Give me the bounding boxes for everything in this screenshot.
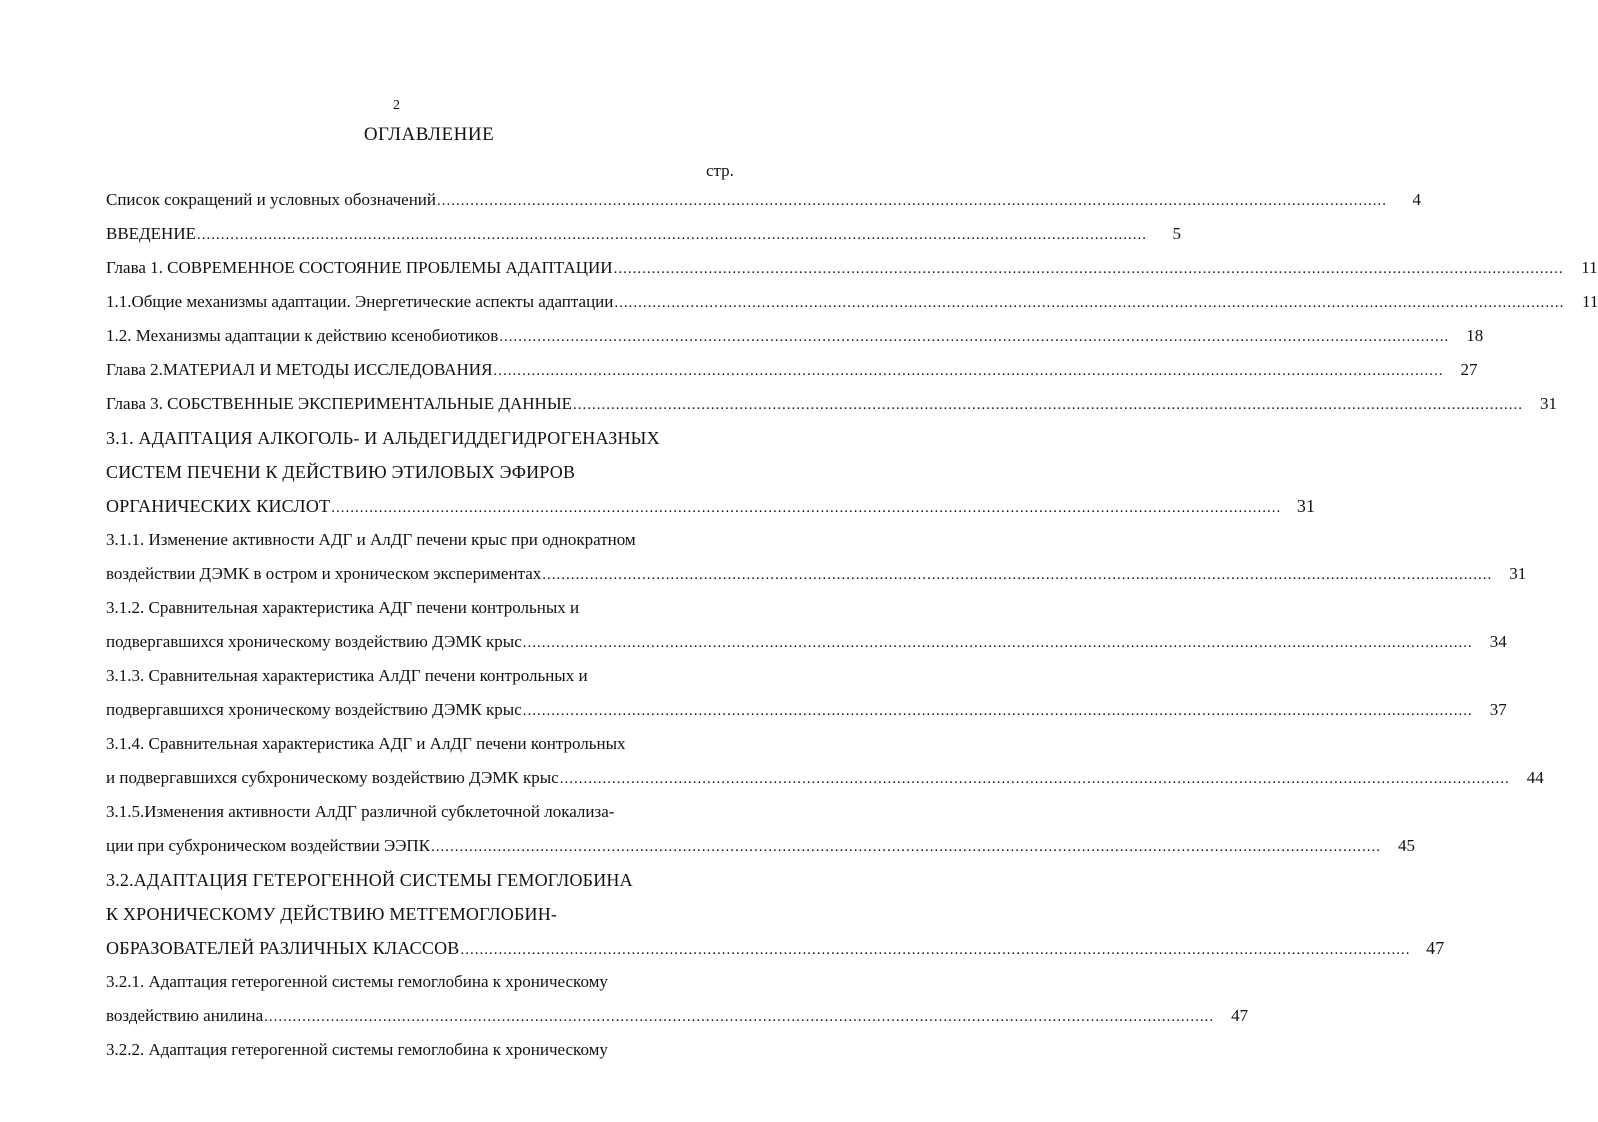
- table-of-contents: [106, 190, 1598, 1074]
- toc-entry-text: Список сокращений и условных обозначений: [106, 190, 437, 209]
- dot-leader: ........................................................................................................................................................................................................: [613, 261, 1564, 277]
- toc-line: [106, 1040, 743, 1074]
- toc-line: [106, 632, 1507, 666]
- toc-line: [106, 428, 743, 462]
- toc-page-number: 37: [1489, 700, 1507, 719]
- dot-leader: ........................................................................................................................................................................................................: [559, 771, 1510, 787]
- dot-leader: ........................................................................................................................................................................................................: [331, 500, 1282, 516]
- page-number: 2: [393, 98, 400, 113]
- dot-leader: ........................................................................................................................................................................................................: [437, 193, 1388, 209]
- toc-page-number: 45: [1398, 836, 1416, 855]
- dot-leader: ........................................................................................................................................................................................................: [493, 363, 1444, 379]
- toc-entry-text: 1.1.Общие механизмы адаптации. Энергетические аспекты адаптации: [106, 292, 614, 311]
- toc-line: [106, 802, 743, 836]
- dot-leader: ........................................................................................................................................................................................................: [614, 295, 1565, 311]
- toc-line: [106, 292, 1598, 326]
- toc-page-number: 18: [1466, 326, 1484, 345]
- page-column-label: стр.: [706, 161, 734, 180]
- toc-line: [106, 734, 743, 768]
- toc-entry-text: подвергавшихся хроническому воздействию ДЭМК крыс: [106, 700, 522, 719]
- toc-entry-text: СИСТЕМ ПЕЧЕНИ К ДЕЙСТВИЮ ЭТИЛОВЫХ ЭФИРОВ: [106, 462, 576, 482]
- dot-leader: ........................................................................................................................................................................................................: [522, 703, 1473, 719]
- toc-entry-text: воздействию анилина: [106, 1006, 264, 1025]
- toc-page-number: 31: [1296, 496, 1316, 516]
- toc-page-number: 11: [1581, 258, 1598, 277]
- dot-leader: ........................................................................................................................................................................................................: [499, 329, 1450, 345]
- toc-page-number: 44: [1526, 768, 1544, 787]
- page-title: ОГЛАВЛЕНИЕ: [363, 124, 495, 145]
- toc-page-number: 34: [1489, 632, 1507, 651]
- toc-line: [106, 190, 1422, 224]
- toc-entry-text: ции при субхроническом воздействии ЭЭПК: [106, 836, 431, 855]
- toc-entry-text: ВВЕДЕНИЕ: [106, 224, 196, 243]
- dot-leader: ........................................................................................................................................................................................................: [264, 1009, 1215, 1025]
- toc-line: [106, 530, 743, 564]
- toc-line: [106, 870, 743, 904]
- toc-line: [106, 1006, 1249, 1040]
- toc-line: [106, 462, 743, 496]
- toc-entry-text: 3.1.3. Сравнительная характеристика АлДГ печени контрольных и: [106, 666, 588, 685]
- toc-entry-text: 1.2. Механизмы адаптации к действию ксенобиотиков: [106, 326, 499, 345]
- toc-entry-text: Глава 3. СОБСТВЕННЫЕ ЭКСПЕРИМЕНТАЛЬНЫЕ ДАННЫЕ: [106, 394, 573, 413]
- toc-line: [106, 224, 1181, 258]
- toc-line: [106, 598, 743, 632]
- toc-page-number: 31: [1540, 394, 1558, 413]
- toc-page-number: 5: [1172, 224, 1181, 243]
- toc-entry-text: ОРГАНИЧЕСКИХ КИСЛОТ: [106, 496, 331, 516]
- toc-line: [106, 836, 1416, 870]
- toc-line: [106, 768, 1544, 802]
- toc-page-number: 31: [1509, 564, 1527, 583]
- toc-entry-text: воздействии ДЭМК в остром и хроническом экспериментах: [106, 564, 542, 583]
- toc-line: [106, 938, 1445, 972]
- toc-entry-text: ОБРАЗОВАТЕЛЕЙ РАЗЛИЧНЫХ КЛАССОВ: [106, 938, 460, 958]
- toc-line: [106, 394, 1558, 428]
- toc-entry-text: 3.1.4. Сравнительная характеристика АДГ и АлДГ печени контрольных: [106, 734, 626, 753]
- toc-line: [106, 564, 1527, 598]
- toc-line: [106, 360, 1478, 394]
- toc-entry-text: 3.1.1. Изменение активности АДГ и АлДГ печени крыс при однократном: [106, 530, 636, 549]
- toc-entry-text: подвергавшихся хроническому воздействию ДЭМК крыс: [106, 632, 522, 651]
- toc-line: [106, 258, 1598, 292]
- toc-entry-text: Глава 1. СОВРЕМЕННОЕ СОСТОЯНИЕ ПРОБЛЕМЫ АДАПТАЦИИ: [106, 258, 613, 277]
- dot-leader: ........................................................................................................................................................................................................: [196, 227, 1147, 243]
- toc-entry-text: Глава 2.МАТЕРИАЛ И МЕТОДЫ ИССЛЕДОВАНИЯ: [106, 360, 493, 379]
- toc-entry-text: 3.1.2. Сравнительная характеристика АДГ печени контрольных и: [106, 598, 580, 617]
- toc-line: [106, 700, 1507, 734]
- toc-entry-text: 3.2.1. Адаптация гетерогенной системы гемоглобина к хроническому: [106, 972, 608, 991]
- toc-entry-text: 3.1.5.Изменения активности АлДГ различной субклеточной локализа-: [106, 802, 615, 821]
- toc-line: [106, 972, 743, 1006]
- dot-leader: ........................................................................................................................................................................................................: [542, 567, 1493, 583]
- toc-entry-text: К ХРОНИЧЕСКОМУ ДЕЙСТВИЮ МЕТГЕМОГЛОБИН-: [106, 904, 558, 924]
- toc-entry-text: 3.2.2. Адаптация гетерогенной системы гемоглобина к хроническому: [106, 1040, 608, 1059]
- toc-line: [106, 666, 743, 700]
- toc-entry-text: и подвергавшихся субхроническому воздействию ДЭМК крыс: [106, 768, 559, 787]
- dot-leader: ........................................................................................................................................................................................................: [431, 839, 1382, 855]
- toc-line: [106, 904, 743, 938]
- toc-page-number: 47: [1231, 1006, 1249, 1025]
- toc-page-number: 47: [1426, 938, 1445, 958]
- toc-line: [106, 496, 1316, 530]
- toc-page-number: 4: [1412, 190, 1422, 209]
- toc-page-number: 11: [1582, 292, 1598, 311]
- toc-page-number: 27: [1460, 360, 1478, 379]
- dot-leader: ........................................................................................................................................................................................................: [460, 942, 1411, 958]
- toc-line: [106, 326, 1484, 360]
- toc-entry-text: 3.1. АДАПТАЦИЯ АЛКОГОЛЬ- И АЛЬДЕГИДДЕГИДРОГЕНАЗНЫХ: [106, 428, 660, 448]
- dot-leader: ........................................................................................................................................................................................................: [573, 397, 1524, 413]
- toc-entry-text: 3.2.АДАПТАЦИЯ ГЕТЕРОГЕННОЙ СИСТЕМЫ ГЕМОГЛОБИНА: [106, 870, 633, 890]
- dot-leader: ........................................................................................................................................................................................................: [522, 635, 1473, 651]
